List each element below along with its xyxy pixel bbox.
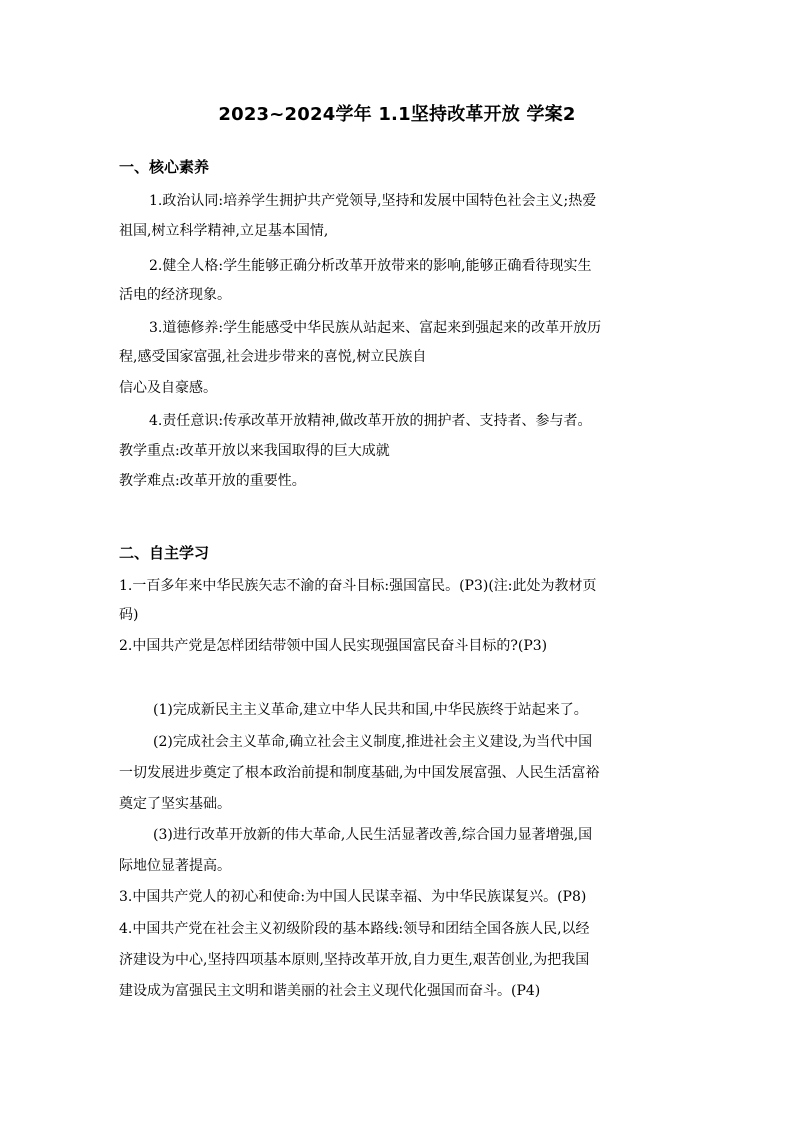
question-line: 4.中国共产党在社会主义初级阶段的基本路线:领导和团结全国各族人民,以经 xyxy=(119,921,590,937)
answer-line: (3)进行改革开放新的伟大革命,人民生活显著改善,综合国力显著增强,国 xyxy=(153,827,593,843)
teaching-difficulty: 教学难点:改革开放的重要性。 xyxy=(119,473,306,489)
paragraph-line: 信心及自豪感。 xyxy=(119,380,217,396)
answer-line: 一切发展进步奠定了根本政治前提和制度基础,为中国发展富强、人民生活富裕 xyxy=(119,765,600,781)
section-heading-self-study: 二、自主学习 xyxy=(119,544,210,562)
question-line: 2.中国共产党是怎样团结带领中国人民实现强国富民奋斗目标的?(P3) xyxy=(119,638,548,654)
question-line: 建设成为富强民主文明和谐美丽的社会主义现代化强国而奋斗。(P4) xyxy=(119,983,541,999)
answer-line: (1)完成新民主主义革命,建立中华人民共和国,中华民族终于站起来了。 xyxy=(153,702,588,718)
paragraph-line: 1.政治认同:培养学生拥护共产党领导,坚持和发展中国特色社会主义;热爱 xyxy=(149,193,597,209)
answer-line: 际地位显著提高。 xyxy=(119,858,231,874)
teaching-key-point: 教学重点:改革开放以来我国取得的巨大成就 xyxy=(119,443,390,459)
paragraph-line: 活电的经济现象。 xyxy=(119,287,231,303)
question-line: 济建设为中心,坚持四项基本原则,坚持改革开放,自力更生,艰苦创业,为把我国 xyxy=(119,952,590,968)
paragraph-line: 4.责任意识:传承改革开放精神,做改革开放的拥护者、支持者、参与者。 xyxy=(149,413,592,429)
page-title: 2023~2024学年 1.1坚持改革开放 学案2 xyxy=(218,104,576,125)
answer-line: 奠定了坚实基础。 xyxy=(119,796,231,812)
paragraph-line: 程,感受国家富强,社会进步带来的喜悦,树立民族自 xyxy=(119,349,427,365)
paragraph-line: 2.健全人格:学生能够正确分析改革开放带来的影响,能够正确看待现实生 xyxy=(149,258,592,274)
answer-line: (2)完成社会主义革命,确立社会主义制度,推进社会主义建设,为当代中国 xyxy=(153,734,593,750)
question-line: 码) xyxy=(119,607,139,623)
section-heading-core-literacy: 一、核心素养 xyxy=(119,158,210,176)
paragraph-line: 祖国,树立科学精神,立足基本国情, xyxy=(119,223,329,239)
question-line: 1.一百多年来中华民族矢志不渝的奋斗目标:强国富民。(P3)(注:此处为教材页 xyxy=(119,578,597,594)
paragraph-line: 3.道德修养:学生能感受中华民族从站起来、富起来到强起来的改革开放历 xyxy=(149,320,602,336)
question-line: 3.中国共产党人的初心和使命:为中国人民谋幸福、为中华民族谋复兴。(P8) xyxy=(119,889,587,905)
